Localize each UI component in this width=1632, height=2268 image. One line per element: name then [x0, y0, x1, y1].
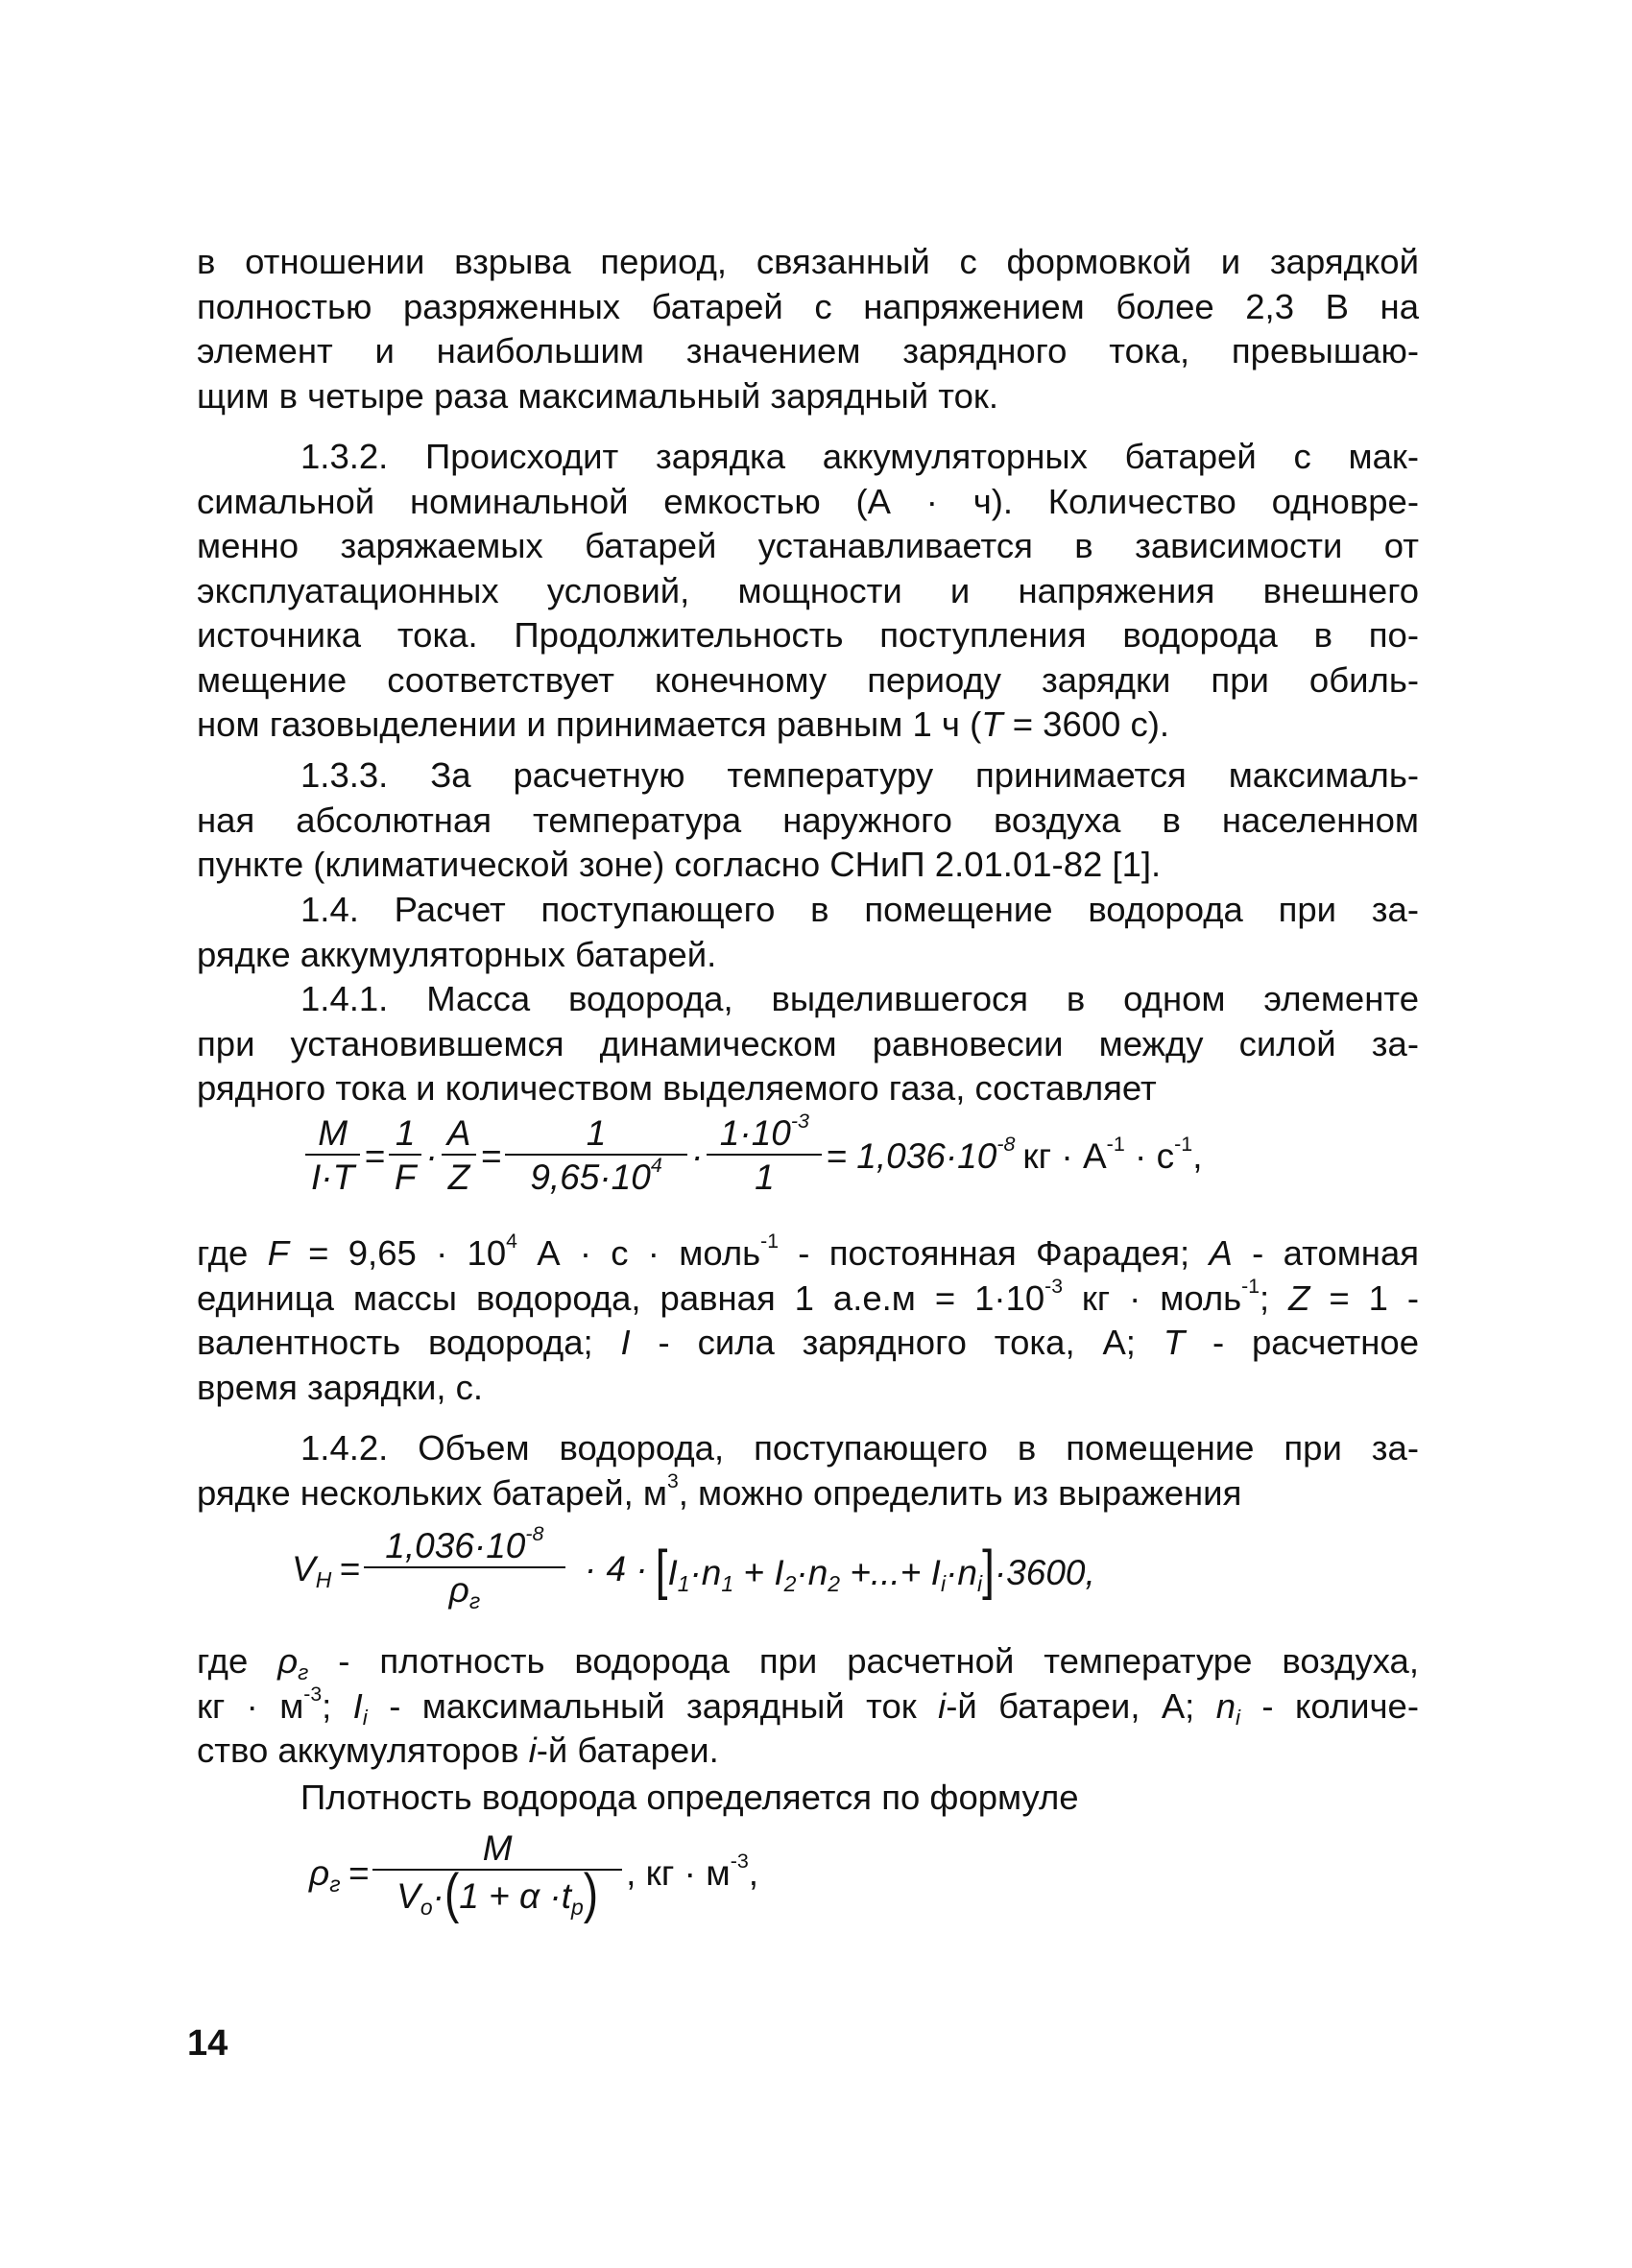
text-line: мещение соответствует конечному периоду зарядки при обиль-	[197, 659, 1419, 700]
fraction: $\frac{1\cdot 10^{-3}}{1}$	[707, 1113, 822, 1200]
fraction: $\frac{M}{I\cdot T}$	[305, 1113, 360, 1200]
text-line: валентность водорода; I - сила зарядного тока, А; T - расчетное	[197, 1323, 1420, 1362]
paragraph-1-3-2	[197, 435, 1419, 748]
text-line: рядке нескольких батарей, $м^3$, можно определить из выражения	[197, 1469, 1242, 1513]
text-line: время зарядки, с.	[197, 1367, 484, 1407]
paragraph-density-intro	[197, 1776, 1419, 1821]
text-line: единица массы водорода, равная 1 $а.е.м = 1\cdot 10^{-3}$ кг · моль$^{-1}$; Z = 1 -	[197, 1275, 1419, 1318]
text-line: менно заряжаемых батарей устанавливается в зависимости от	[197, 526, 1419, 565]
text-line: полностью разряженных батарей с напряжением более 2,3 В на	[197, 286, 1419, 326]
formula-hydrogen-volume: $V_H$ = $\frac{1,036\cdot 10^{-8}}{\rho_г}$ · $4 \cdot [I_1\cdot n_1 + I_2\cdot n_2$ +...+ $I_i\cdot n_i]\cdot 3600$,	[292, 1521, 1095, 1613]
paragraph-definitions-1	[197, 1231, 1419, 1410]
text-line: 1.4. Расчет поступающего в помещение водорода при за-	[300, 890, 1419, 929]
text-line: щим в четыре раза максимальный зарядный ток.	[197, 375, 999, 416]
text-line: рядке аккумуляторных батарей.	[197, 934, 717, 974]
text-line: элемент и наибольшим значением зарядного тока, превышаю-	[197, 331, 1419, 370]
paragraph-1-4-1	[197, 977, 1419, 1111]
fraction: $\frac{1}{F}$	[389, 1113, 422, 1200]
text-line: пункте (климатической зоне) согласно СНиП 2.01.01-82 [1].	[197, 845, 1162, 884]
text-line: симальной номинальной емкостью (А · ч). Количество одновре-	[197, 481, 1419, 521]
formula-hydrogen-density: $\rho_г$ = $\frac{M}{V_o\cdot(1 + \alpha \cdot t_p)}$ , кг · $м^{-3}$,	[309, 1828, 759, 1924]
page-number: 14	[187, 2023, 228, 2064]
fraction: $\frac{1}{9,65\cdot 10^4}$	[505, 1113, 687, 1200]
text-line: при установившемся динамическом равновесии между силой за-	[197, 1023, 1419, 1063]
paragraph-1-4	[197, 888, 1419, 977]
text-line: ном газовыделении и принимается равным 1 ч (T = 3600 с).	[197, 704, 1170, 744]
text-line: 1.3.3. За расчетную температуру принимается максималь-	[300, 755, 1419, 795]
text-line: где $F = 9,65 \cdot 10^4$ А · с · моль$^{-1}$ - постоянная Фарадея; A - атомная	[197, 1230, 1420, 1273]
text-line: в отношении взрыва период, связанный с формовкой и зарядкой	[197, 242, 1419, 281]
text-line: 1.3.2. Происходит зарядка аккумуляторных батарей с мак-	[300, 437, 1419, 476]
text-line: источника тока. Продолжительность поступления водорода в по-	[197, 615, 1419, 655]
text-line: ство аккумуляторов i-й батареи.	[197, 1731, 719, 1770]
text-line: Плотность водорода определяется по формуле	[300, 1778, 1079, 1817]
text-line: эксплуатационных условий, мощности и напряжения внешнего	[197, 570, 1419, 610]
fraction: $\frac{M}{V_o\cdot(1 + \alpha \cdot t_p)}$	[372, 1828, 622, 1919]
fraction: $\frac{A}{Z}$	[442, 1113, 477, 1200]
formula-hydrogen-mass: $\frac{M}{I\cdot T}$ = $\frac{1}{F}$ · $\frac{A}{Z}$ = $\frac{1}{9,65\cdot 10^4}$ · $\frac{1\cdot 10^{-3}}{1}$ = $1,036\cdot 10^{-8}кг \cdot А^{-1} \cdot с^{-1}$,	[305, 1113, 1207, 1200]
fraction: $\frac{1,036\cdot 10^{-8}}{\rho_г}$	[364, 1526, 565, 1612]
text-line: ная абсолютная температура наружного воздуха в населенном	[197, 800, 1419, 840]
text-line: рядного тока и количеством выделяемого газа, составляет	[197, 1068, 1157, 1108]
text-line: 1.4.1. Масса водорода, выделившегося в одном элементе	[300, 979, 1419, 1018]
text-line: кг · $м^{-3}$; $I_i$ - максимальный зарядный ток i-й батареи, А; $n_i$ - количе-	[197, 1683, 1419, 1730]
paragraph-1-3-3	[197, 753, 1419, 888]
text-line: 1.4.2. Объем водорода, поступающего в помещение при за-	[300, 1428, 1419, 1468]
text-line: где $\rho_г$ - плотность водорода при расчетной температуре воздуха,	[197, 1641, 1419, 1684]
paragraph-continuation	[197, 240, 1419, 418]
paragraph-definitions-2	[197, 1639, 1419, 1774]
paragraph-1-4-2	[197, 1426, 1419, 1516]
